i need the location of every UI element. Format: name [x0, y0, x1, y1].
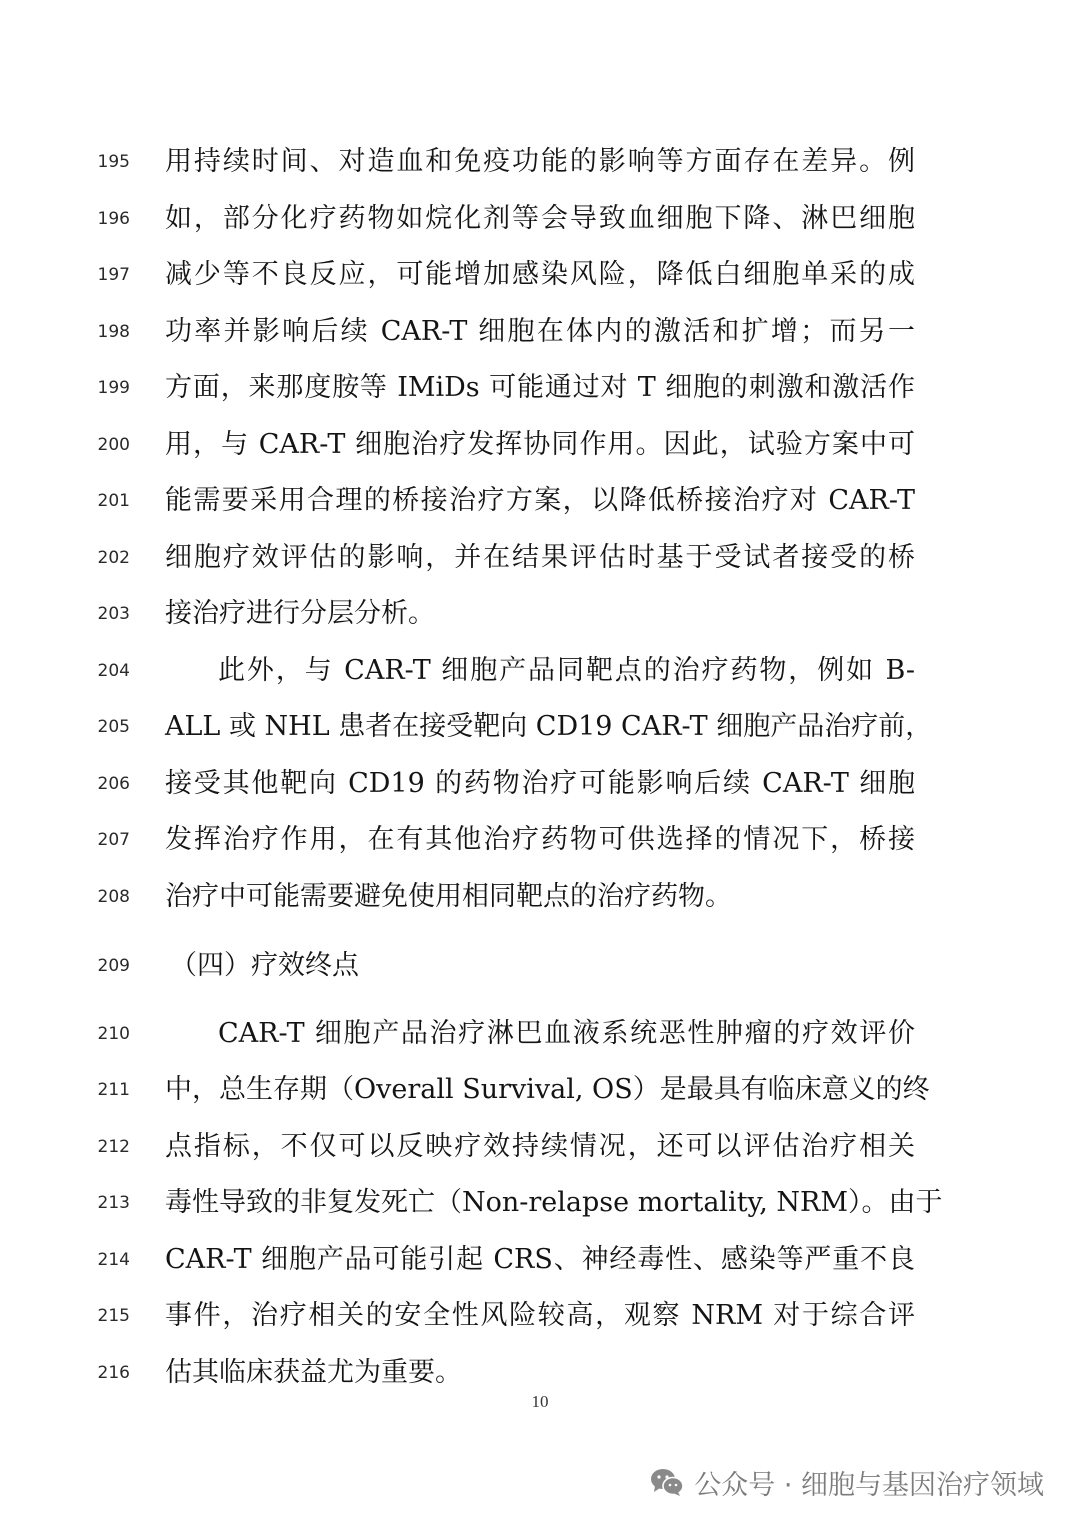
line-text: 减少等不良反应，可能增加感染风险，降低白细胞单采的成 — [165, 259, 915, 290]
line-number: 204 — [97, 661, 130, 681]
line-text: 估其临床获益尤为重要。 — [165, 1357, 462, 1388]
line-text: 接受其他靶向 CD19 的药物治疗可能影响后续 CAR-T 细胞 — [165, 768, 915, 799]
line-number: 208 — [97, 887, 130, 907]
text-line — [0, 538, 1080, 578]
line-text: 如，部分化疗药物如烷化剂等会导致血细胞下降、淋巴细胞 — [165, 203, 915, 234]
text-line — [0, 481, 1080, 521]
line-text: 治疗中可能需要避免使用相同靶点的治疗药物。 — [165, 881, 732, 912]
line-number: 214 — [97, 1250, 130, 1270]
line-text: CAR-T 细胞产品可能引起 CRS、神经毒性、感染等严重不良 — [165, 1244, 915, 1275]
text-line — [0, 594, 1080, 634]
line-number: 210 — [97, 1024, 130, 1044]
line-number: 199 — [97, 378, 130, 398]
line-number: 198 — [97, 322, 130, 342]
watermark-text: 公众号 · 细胞与基因治疗领域 — [694, 1469, 1044, 1501]
line-text: CAR-T 细胞产品治疗淋巴血液系统恶性肿瘤的疗效评价 — [218, 1018, 915, 1049]
line-number: 211 — [97, 1080, 130, 1100]
text-line — [0, 877, 1080, 917]
line-number: 209 — [97, 956, 130, 976]
line-number: 216 — [97, 1363, 130, 1383]
line-text: 此外，与 CAR-T 细胞产品同靶点的治疗药物，例如 B- — [218, 655, 915, 686]
line-number: 197 — [97, 265, 130, 285]
line-text: ALL 或 NHL 患者在接受靶向 CD19 CAR-T 细胞产品治疗前， — [165, 711, 933, 742]
line-number: 212 — [97, 1137, 130, 1157]
line-number: 207 — [97, 830, 130, 850]
line-number: 202 — [97, 548, 130, 568]
wechat-icon — [650, 1467, 684, 1497]
section-heading-line — [0, 946, 1080, 986]
text-line — [0, 820, 1080, 860]
line-number: 201 — [97, 491, 130, 511]
line-text: 接治疗进行分层分析。 — [165, 598, 435, 629]
watermark — [650, 1462, 1044, 1502]
line-number: 205 — [97, 717, 130, 737]
line-number: 215 — [97, 1306, 130, 1326]
page-number: 10 — [531, 1392, 549, 1411]
line-text: 方面，来那度胺等 IMiDs 可能通过对 T 细胞的刺激和激活作 — [165, 372, 915, 403]
text-line — [0, 368, 1080, 408]
text-line — [0, 1353, 1080, 1393]
text-line — [0, 1183, 1080, 1223]
line-text: 细胞疗效评估的影响，并在结果评估时基于受试者接受的桥 — [165, 542, 915, 573]
line-number: 203 — [97, 604, 130, 624]
text-line — [0, 707, 1080, 747]
text-line — [0, 255, 1080, 295]
line-text: 功率并影响后续 CAR-T 细胞在体内的激活和扩增；而另一 — [165, 316, 915, 347]
text-line — [0, 764, 1080, 804]
line-number: 196 — [97, 209, 130, 229]
text-line — [0, 1240, 1080, 1280]
text-line — [0, 1070, 1080, 1110]
text-line — [0, 199, 1080, 239]
line-text: 中，总生存期（Overall Survival, OS）是最具有临床意义的终 — [165, 1074, 930, 1105]
text-line — [0, 312, 1080, 352]
line-text: 用，与 CAR-T 细胞治疗发挥协同作用。因此，试验方案中可 — [165, 429, 915, 460]
line-text: 能需要采用合理的桥接治疗方案，以降低桥接治疗对 CAR-T — [165, 485, 915, 516]
line-text: 事件，治疗相关的安全性风险较高，观察 NRM 对于综合评 — [165, 1300, 915, 1331]
line-number: 206 — [97, 774, 130, 794]
text-line — [0, 651, 1080, 691]
line-text: 用持续时间、对造血和免疫功能的影响等方面存在差异。例 — [165, 146, 915, 177]
line-number: 200 — [97, 435, 130, 455]
text-line — [0, 1127, 1080, 1167]
line-number: 213 — [97, 1193, 130, 1213]
text-line — [0, 1296, 1080, 1336]
text-line — [0, 142, 1080, 182]
text-line — [0, 1014, 1080, 1054]
text-line — [0, 425, 1080, 465]
line-text: 发挥治疗作用，在有其他治疗药物可供选择的情况下，桥接 — [165, 824, 915, 855]
line-number: 195 — [97, 152, 130, 172]
line-text: 毒性导致的非复发死亡（Non-relapse mortality, NRM）。由于 — [165, 1187, 943, 1218]
line-text: 点指标，不仅可以反映疗效持续情况，还可以评估治疗相关 — [165, 1131, 915, 1162]
section-heading: （四）疗效终点 — [170, 950, 359, 981]
